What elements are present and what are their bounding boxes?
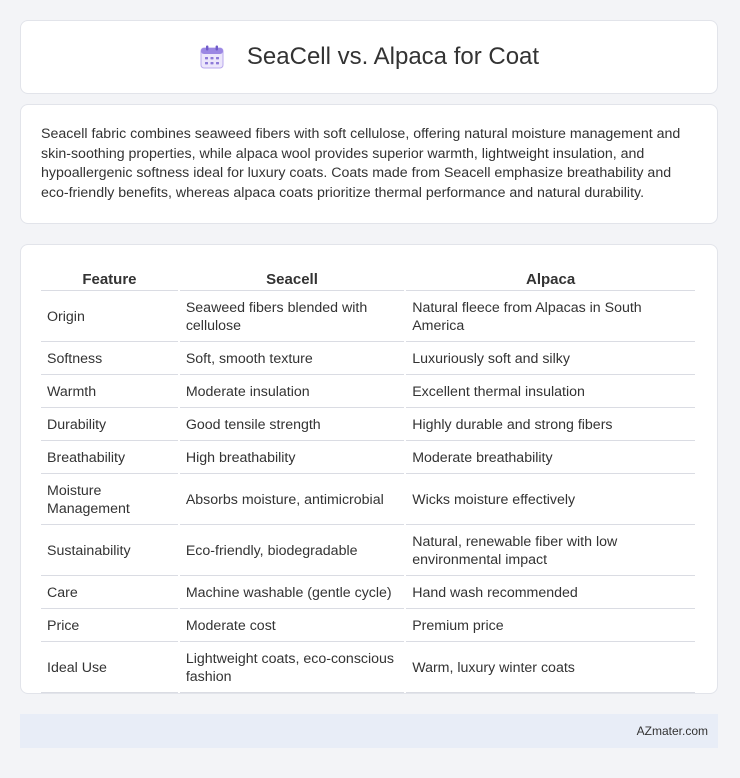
table-header-row — [41, 267, 695, 291]
alpaca-cell: Hand wash recommended — [406, 578, 695, 609]
comparison-table — [39, 265, 697, 695]
feature-cell: Price — [41, 611, 178, 642]
comparison-table-card — [20, 244, 718, 694]
header-alpaca: Alpaca — [406, 267, 695, 291]
table-row — [41, 377, 695, 408]
feature-cell: Ideal Use — [41, 644, 178, 693]
table-row — [41, 410, 695, 441]
table-row — [41, 344, 695, 375]
alpaca-cell: Premium price — [406, 611, 695, 642]
summary-card — [20, 104, 718, 224]
table-row — [41, 611, 695, 642]
feature-cell: Softness — [41, 344, 178, 375]
seacell-cell: Moderate cost — [180, 611, 404, 642]
table-row — [41, 293, 695, 342]
feature-cell: Warmth — [41, 377, 178, 408]
page-title: SeaCell vs. Alpaca for Coat — [246, 43, 540, 70]
feature-cell: Care — [41, 578, 178, 609]
alpaca-cell: Natural fleece from Alpacas in South America — [406, 293, 695, 342]
seacell-cell: High breathability — [180, 443, 404, 474]
footer-site-name: AZmater.com — [636, 724, 708, 738]
alpaca-cell: Warm, luxury winter coats — [406, 644, 695, 693]
alpaca-cell: Highly durable and strong fibers — [406, 410, 695, 441]
table-row — [41, 578, 695, 609]
seacell-cell: Eco-friendly, biodegradable — [180, 527, 404, 576]
seacell-cell: Seaweed fibers blended with cellulose — [180, 293, 404, 342]
alpaca-cell: Wicks moisture effectively — [406, 476, 695, 525]
alpaca-cell: Luxuriously soft and silky — [406, 344, 695, 375]
footer — [20, 714, 718, 748]
alpaca-cell: Excellent thermal insulation — [406, 377, 695, 408]
seacell-cell: Moderate insulation — [180, 377, 404, 408]
header-feature: Feature — [41, 267, 178, 291]
seacell-cell: Good tensile strength — [180, 410, 404, 441]
table-row — [41, 644, 695, 693]
table-row — [41, 476, 695, 525]
alpaca-cell: Natural, renewable fiber with low environmental impact — [406, 527, 695, 576]
feature-cell: Origin — [41, 293, 178, 342]
seacell-cell: Soft, smooth texture — [180, 344, 404, 375]
feature-cell: Sustainability — [41, 527, 178, 576]
seacell-cell: Lightweight coats, eco-conscious fashion — [180, 644, 404, 693]
feature-cell: Breathability — [41, 443, 178, 474]
seacell-cell: Machine washable (gentle cycle) — [180, 578, 404, 609]
alpaca-cell: Moderate breathability — [406, 443, 695, 474]
title-card — [20, 20, 718, 94]
feature-cell: Durability — [41, 410, 178, 441]
calendar-icon — [199, 44, 225, 70]
table-row — [41, 527, 695, 576]
feature-cell: Moisture Management — [41, 476, 178, 525]
table-row — [41, 443, 695, 474]
summary-text: Seacell fabric combines seaweed fibers with soft cellulose, offering natural moisture management and skin-soothing properties, while alpaca wool provides superior warmth, lightweight insulation, and hypoallergenic softness ideal for luxury coats. Coats made from Seacell emphasize breathability and eco-friendly benefits, whereas alpaca coats prioritize thermal performance and natural durability. — [41, 126, 681, 201]
header-seacell: Seacell — [180, 267, 404, 291]
seacell-cell: Absorbs moisture, antimicrobial — [180, 476, 404, 525]
